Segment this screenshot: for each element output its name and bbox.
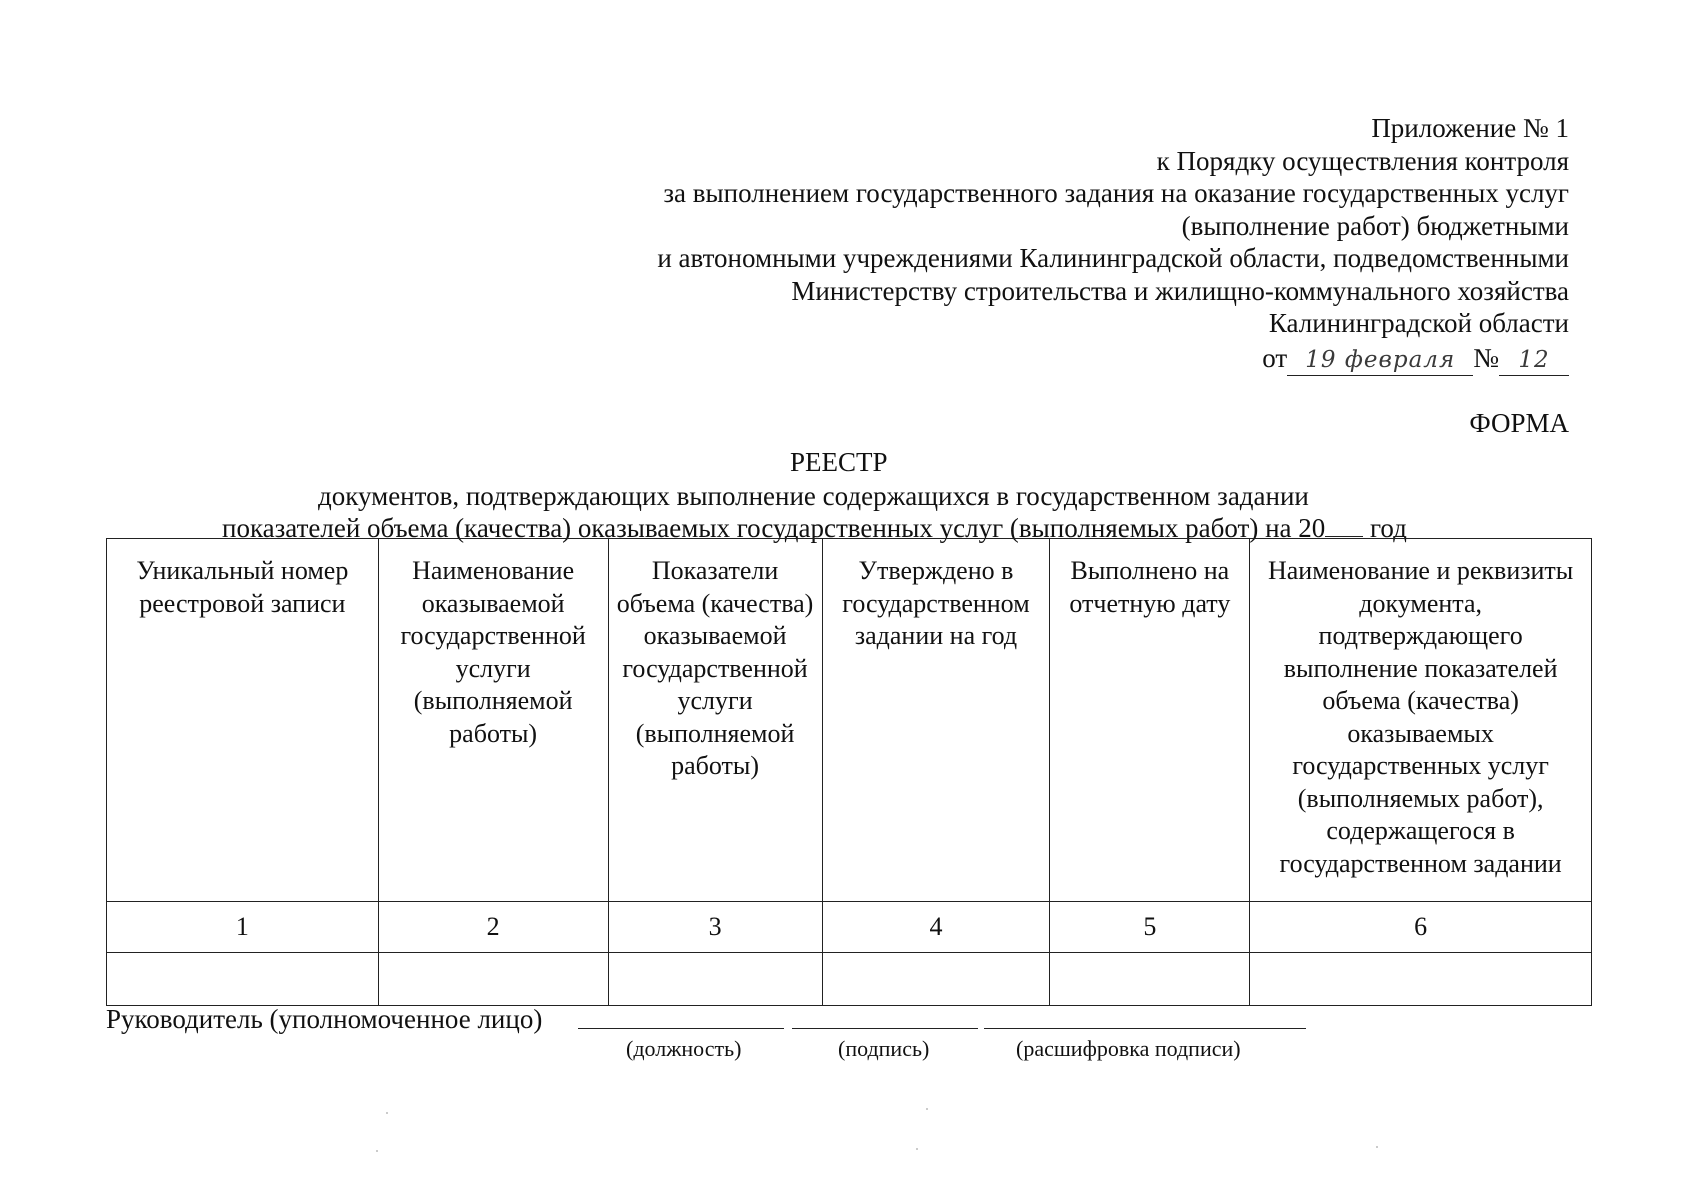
header-line: (выполнение работ) бюджетными bbox=[1181, 210, 1569, 241]
column-header: Утверждено в государственном задании на год bbox=[822, 539, 1050, 902]
position-blank-line bbox=[578, 1028, 784, 1029]
table-cell bbox=[608, 953, 822, 1006]
title-year-prefix: показателей объема (качества) оказываемых государственных услуг (выполняемых работ) на 20 bbox=[222, 513, 1326, 543]
decoding-blank-line bbox=[984, 1028, 1306, 1029]
header-line: Министерству строительства и жилищно-коммунального хозяйства bbox=[791, 275, 1569, 306]
table-cell bbox=[378, 953, 608, 1006]
scan-speck bbox=[376, 1150, 378, 1152]
scan-speck bbox=[926, 1108, 928, 1110]
header-line: Калининградской области bbox=[1268, 308, 1569, 338]
scan-speck bbox=[386, 1112, 388, 1114]
order-number-handwritten: 12 bbox=[1499, 345, 1569, 376]
title-subline: документов, подтверждающих выполнение содержащихся в государственном задании bbox=[318, 481, 1309, 511]
column-header: Наименование и реквизиты документа, подтверждающего выполнение показателей объема (качества) оказываемых государственных услуг (выполняемых работ), содержащегося в государственном задании bbox=[1250, 539, 1592, 902]
registry-table bbox=[106, 538, 1592, 1006]
scan-speck bbox=[1376, 1146, 1378, 1148]
signature-label: Руководитель (уполномоченное лицо) bbox=[106, 1004, 543, 1034]
signature-blank-line bbox=[792, 1028, 978, 1029]
header-line: за выполнением государственного задания на оказание государственных услуг bbox=[663, 178, 1569, 208]
column-number: 1 bbox=[107, 902, 379, 953]
column-number: 6 bbox=[1250, 902, 1592, 953]
title-year-suffix: год bbox=[1370, 513, 1407, 543]
table-cell bbox=[1250, 953, 1592, 1006]
scan-speck bbox=[916, 1148, 918, 1150]
column-header: Уникальный номер реестровой записи bbox=[107, 539, 379, 902]
column-number: 3 bbox=[608, 902, 822, 953]
column-number-row bbox=[107, 902, 1592, 953]
form-label: ФОРМА bbox=[1469, 408, 1569, 438]
year-blank-field bbox=[1325, 514, 1363, 537]
table-cell bbox=[107, 953, 379, 1006]
appendix-header bbox=[569, 112, 1569, 376]
order-reference bbox=[569, 342, 1569, 376]
column-header: Выполнено на отчетную дату bbox=[1050, 539, 1250, 902]
header-line: к Порядку осуществления контроля bbox=[1156, 145, 1569, 176]
order-date-handwritten: 19 февраля bbox=[1287, 345, 1473, 376]
table-cell bbox=[822, 953, 1050, 1006]
appendix-number: Приложение № 1 bbox=[1371, 113, 1569, 143]
order-number-label: № bbox=[1473, 342, 1499, 373]
table-cell bbox=[1050, 953, 1250, 1006]
table-row bbox=[107, 953, 1592, 1006]
order-from-label: от bbox=[1262, 342, 1288, 373]
column-header: Наименование оказываемой государственной услуги (выполняемой работы) bbox=[378, 539, 608, 902]
decoding-caption: (расшифровка подписи) bbox=[1016, 1036, 1241, 1061]
column-header: Показатели объема (качества) оказываемой государственной услуги (выполняемой работы) bbox=[608, 539, 822, 902]
header-line: и автономными учреждениями Калининградской области, подведомственными bbox=[657, 243, 1569, 273]
table-header-row bbox=[107, 539, 1592, 902]
column-number: 5 bbox=[1050, 902, 1250, 953]
signature-caption: (подпись) bbox=[838, 1036, 930, 1061]
column-number: 2 bbox=[378, 902, 608, 953]
title-registry: РЕЕСТР bbox=[790, 447, 888, 477]
position-caption: (должность) bbox=[626, 1036, 742, 1061]
column-number: 4 bbox=[822, 902, 1050, 953]
